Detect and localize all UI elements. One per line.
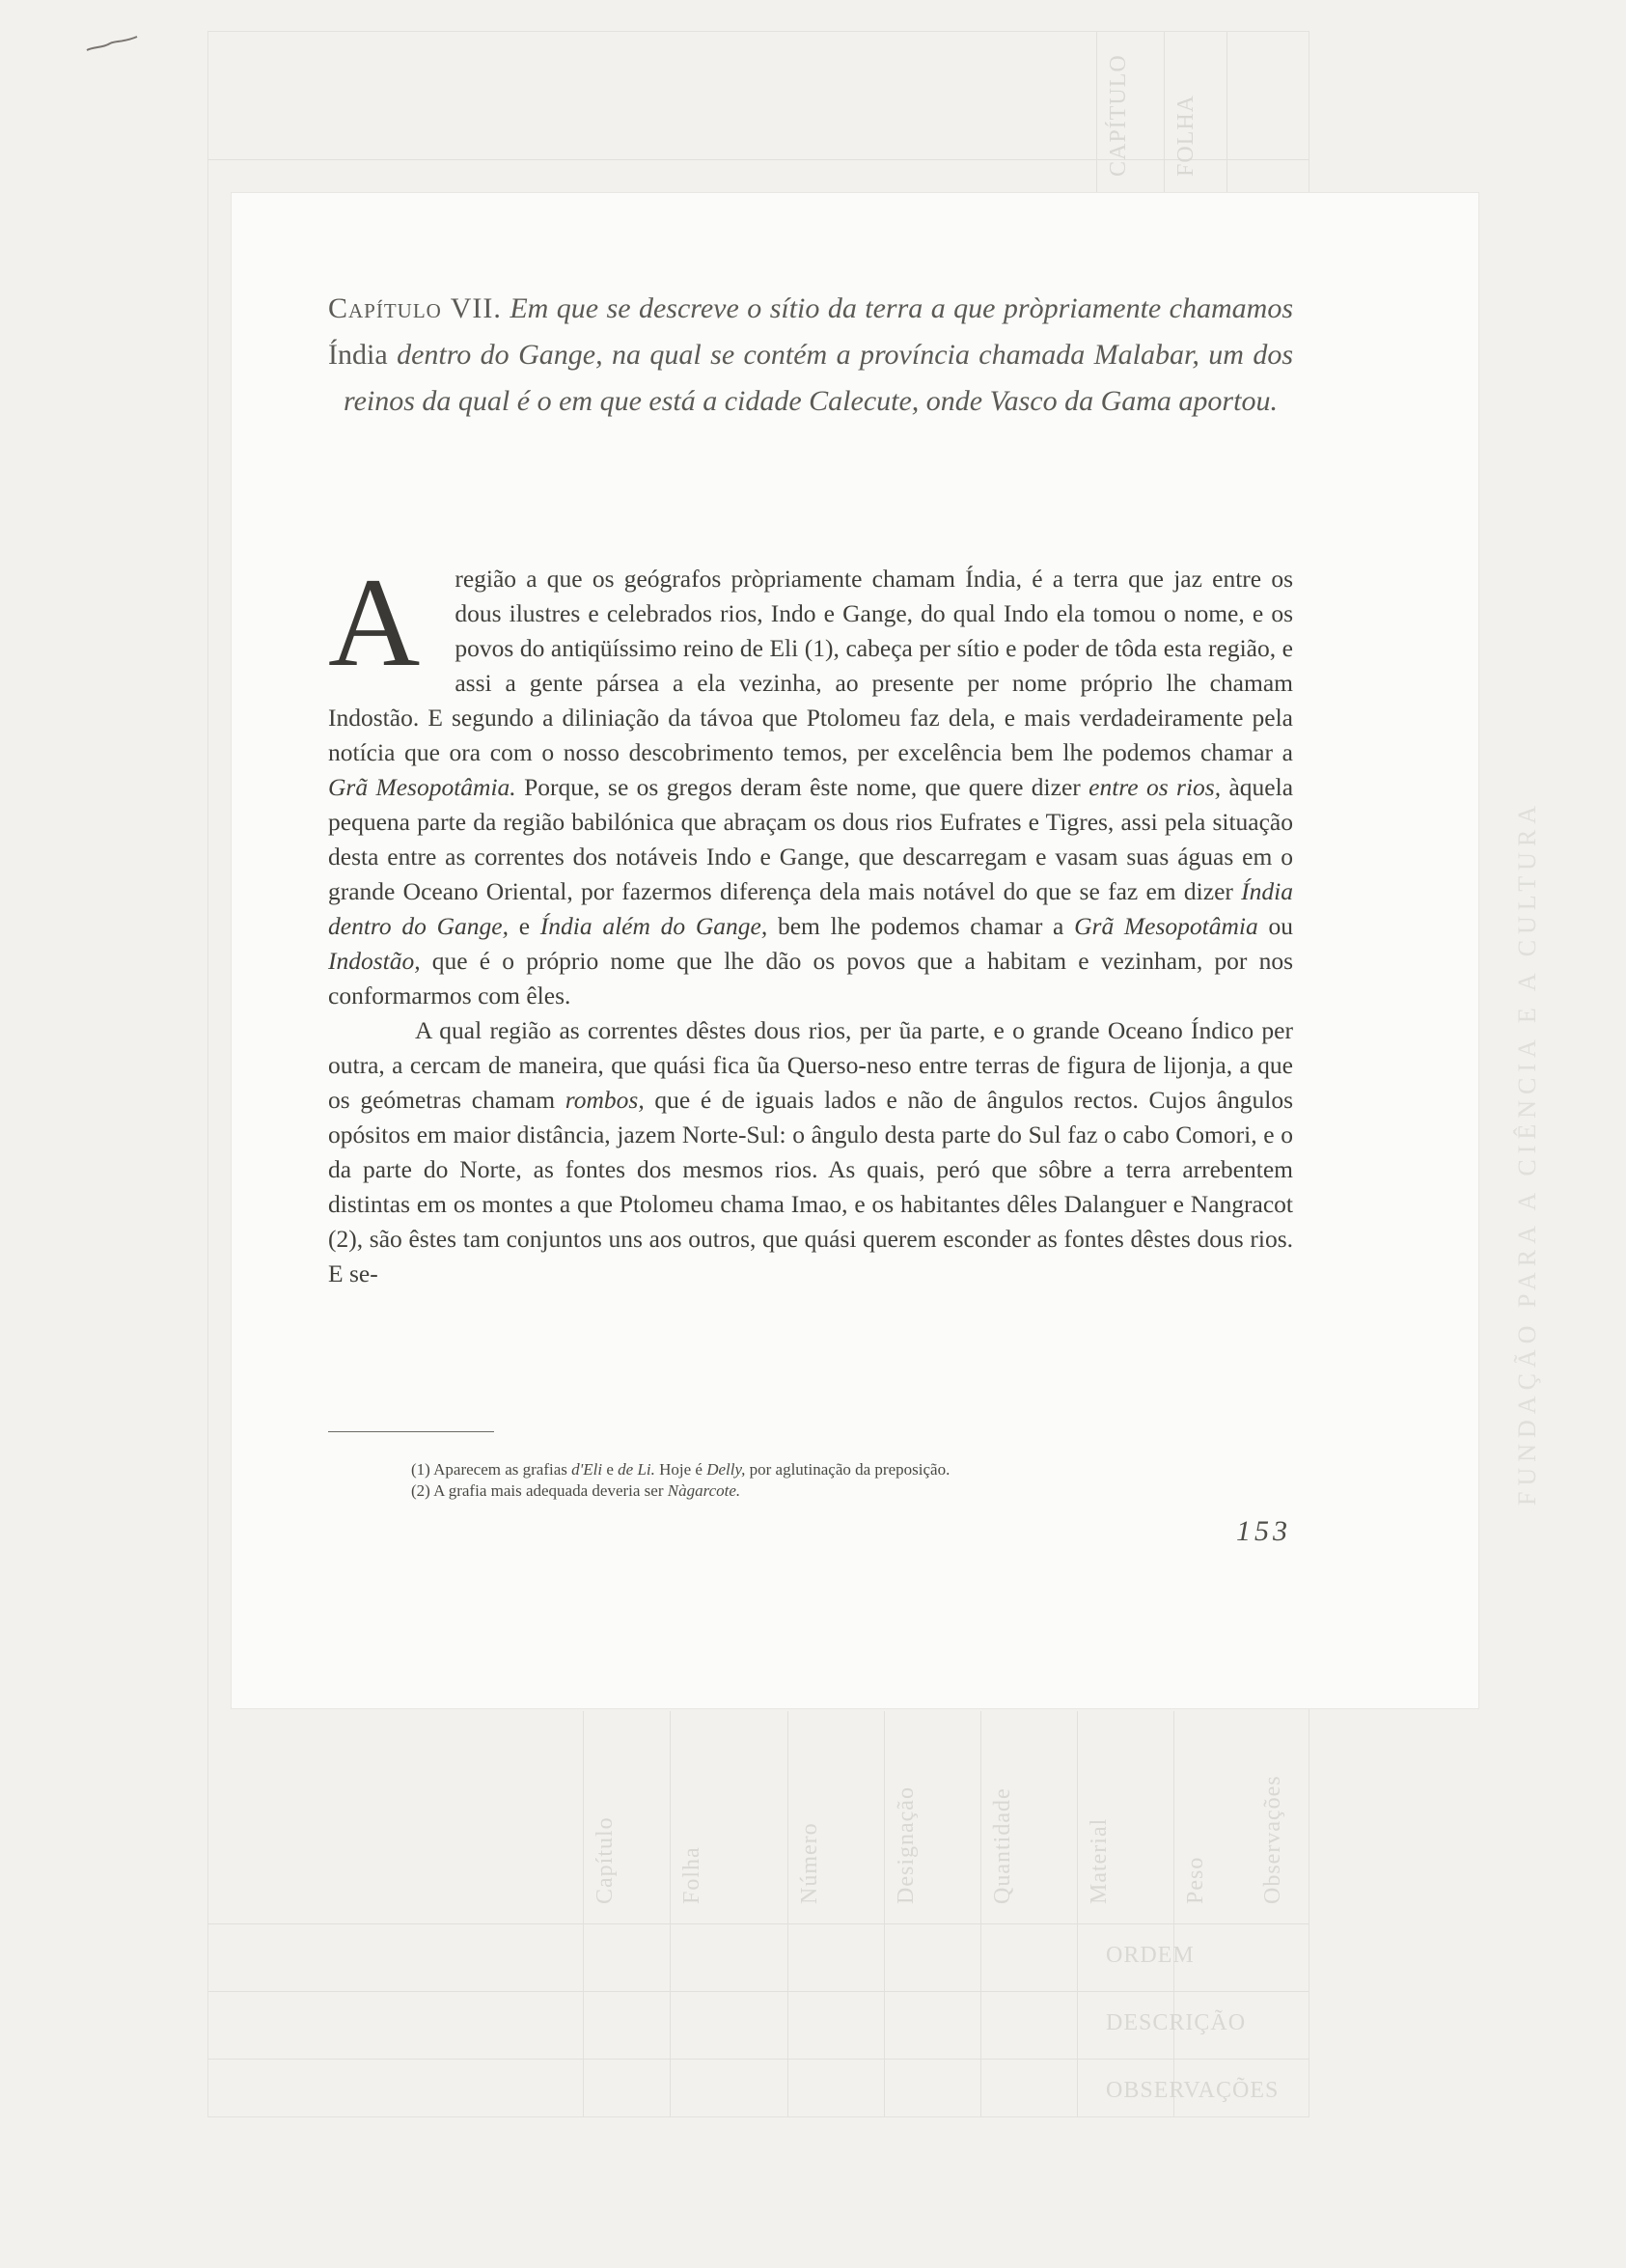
footnote-2 [411, 1480, 1280, 1502]
p1-text-d: e [518, 912, 531, 940]
form-line-v1 [1096, 32, 1097, 206]
p1-text-a: região a que os geógrafos pròpriamente chamam Índia, é a terra que jaz entre os dous ilustres e celebrados rios, Indo e Gange, do qual Indo ela tomou o nome, e os povos do antiqüíssimo reino de Eli (1), cabeça per sítio e poder de tôda esta região, e assi a gente pársea a ela vezinha, ao presente per nome próprio lhe chamam Indostão. E segundo a diliniação da távoa que Ptolomeu faz dela, e mais verdadeiramente pela notícia que ora com o nosso descobrimento temos, per excelência bem lhe podemos chamar a [328, 565, 1293, 766]
p1-italic-4: Índia além do Gange, [539, 912, 768, 940]
p1-italic-3: Índia dentro do Gange, [328, 877, 1293, 940]
chapter-label: Capítulo VII. [328, 292, 502, 324]
form-line-v3 [1226, 32, 1227, 206]
form-col-folha: Folha [679, 1846, 704, 1904]
form-line-v10 [1173, 1711, 1174, 2116]
form-line-h1 [208, 159, 1309, 160]
paragraph-2 [328, 1013, 1293, 1291]
fn2-text-a: (2) A grafia mais adequada deveria ser [411, 1481, 664, 1500]
drop-cap: A [328, 551, 421, 693]
form-label-descricao: DESCRIÇÃO [1106, 2010, 1247, 2035]
p1-text-f: ou [1268, 912, 1293, 940]
p2-italic-1: rombos, [565, 1086, 645, 1114]
p1-text-e: bem lhe podemos chamar a [777, 912, 1064, 940]
fn1-italic-2: de Li. [618, 1460, 655, 1479]
fn1-text-b: e [606, 1460, 614, 1479]
form-label-capitulo: CAPÍTULO [1106, 54, 1131, 177]
form-line-h4 [208, 2059, 1309, 2060]
chapter-title-part1: Em que se descreve o sítio da terra a que pròpriamente chamamos [510, 292, 1294, 324]
page-number: 153 [1236, 1515, 1291, 1547]
paragraph-1 [328, 551, 1294, 1013]
form-line-v5 [670, 1711, 671, 2116]
p1-italic-6: Indostão, [328, 947, 421, 975]
fn2-italic-1: Nàgarcote. [667, 1481, 741, 1500]
form-line-v9 [1077, 1711, 1078, 2116]
form-line-v4 [583, 1711, 584, 2116]
form-col-material: Material [1087, 1817, 1112, 1904]
chapter-title-part2: dentro do Gange, na qual se contém a província chamada Malabar, um dos reinos da qual é o em que está a cidade Calecute, onde Vasco da Gama aportou. [344, 339, 1294, 417]
footnote-rule [328, 1431, 494, 1432]
fn1-text-a: (1) Aparecem as grafias [411, 1460, 567, 1479]
form-col-designacao: Designação [894, 1786, 919, 1904]
printed-sheet [232, 193, 1478, 1708]
form-col-peso: Peso [1183, 1856, 1208, 1904]
form-line-v7 [884, 1711, 885, 2116]
footnote-1 [411, 1459, 1280, 1480]
fn1-text-c: Hoje é [659, 1460, 703, 1479]
form-line-h2 [208, 1923, 1309, 1924]
form-label-folha: FOLHA [1173, 94, 1199, 177]
form-col-capitulo: Capítulo [593, 1816, 618, 1904]
form-line-h3 [208, 1991, 1309, 1992]
chapter-heading [328, 286, 1293, 425]
p1-text-g: que é o próprio nome que lhe dão os povos que a habitam e vezinham, por nos conformarmos com êles. [328, 947, 1293, 1010]
p1-italic-1: Grã Mesopotâmia. [328, 773, 516, 801]
footnotes [411, 1459, 1280, 1502]
corner-scribble-mark [85, 35, 139, 54]
form-line-v6 [787, 1711, 788, 2116]
p1-text-b: Porque, se os gregos deram êste nome, que quere dizer [524, 773, 1081, 801]
form-line-v2 [1164, 32, 1165, 206]
form-label-observacoes: OBSERVAÇÕES [1106, 2078, 1280, 2103]
fn1-italic-3: Delly, [706, 1460, 746, 1479]
p2-text-b: que é de iguais lados e não de ângulos rectos. Cujos ângulos opósitos em maior distância, jazem Norte-Sul: o ângulo desta parte do Sul faz o cabo Comori, e o da parte do Norte, as fontes dos mesmos rios. As quais, peró que sôbre a terra arrebentem distintas em os montes a que Ptolomeu chama Imao, e os habitantes dêles Dalanguer e Nangracot (2), são êstes tam conjuntos uns aos outros, que quási querem esconder as fontes dêstes dous rios. E se- [328, 1086, 1294, 1287]
p2-text-a: A qual região as correntes dêstes dous rios, per ũa parte, e o grande Oceano Índico per outra, a cercam de maneira, que quási fica ũa Querso-neso entre terras de figura de lijonja, a que os geómetras chamam [328, 1016, 1293, 1114]
form-col-quantidade: Quantidade [990, 1787, 1015, 1904]
p1-text-c: àquela pequena parte da região babilónica que abraçam os dous rios Eufrates e Tigres, assi pela situação desta entre as correntes dos notáveis Indo e Gange, que descarregam e vasam suas águas em o grande Oceano Oriental, por fazermos diferença dela mais notável do que se faz em dizer [328, 773, 1294, 905]
chapter-title-india: Índia [328, 339, 388, 371]
p1-italic-2: entre os rios, [1089, 773, 1222, 801]
form-line-v8 [980, 1711, 981, 2116]
body-text [328, 551, 1294, 1291]
form-label-ordem: ORDEM [1106, 1943, 1195, 1968]
p1-italic-5: Grã Mesopotâmia [1074, 912, 1258, 940]
form-col-numero: Número [797, 1822, 822, 1904]
fn1-text-d: por aglutinação da preposição. [749, 1460, 951, 1479]
background-vertical-text: FUNDAÇÃO PARA A CIÊNCIA E A CULTURA [1513, 799, 1541, 1506]
fn1-italic-1: d'Eli [571, 1460, 603, 1479]
form-col-observacoes: Observações [1260, 1775, 1285, 1904]
